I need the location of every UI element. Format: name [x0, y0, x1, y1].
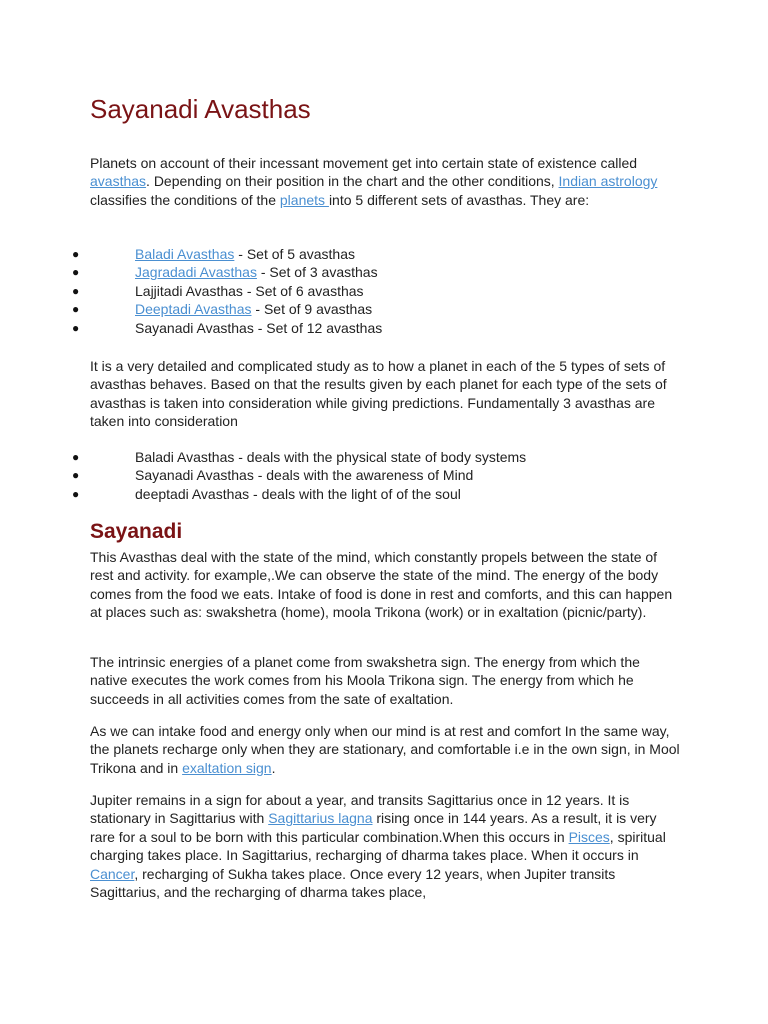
bullet-icon: ● — [72, 247, 80, 261]
list-item-suffix: - Set of 5 avasthas — [234, 246, 355, 262]
intro-paragraph — [90, 154, 680, 209]
bullet-icon: ● — [72, 283, 80, 298]
study-paragraph: It is a very detailed and complicated study as to how a planet in each of the 5 types of sets of avasthas behaves. Based on that the results given by each planet for each type of the sets of avasthas is taken into consideration while giving predictions. Fundamentally 3 avasthas are taken into consideration — [90, 358, 667, 430]
mind-state-paragraph: This Avasthas deal with the state of the mind, which constantly propels between the state of rest and activity. for example,.We can observe the state of the mind. The energy of the body comes from the food we eats. Intake of food is done in rest and comforts, and this can happen at places such as: swakshetra (home), moola Trikona (work) or in exaltation (picnic/party). — [90, 549, 673, 621]
intro-text-3: classifies the conditions of the — [90, 191, 280, 208]
jupiter-text-1: Jupiter remains in a sign for about a year, and transits Sagittarius once in 12 years. It is stationary in Sagittarius with — [90, 792, 630, 827]
list-item-text — [135, 245, 355, 263]
intro-text-1: Planets on account of their incessant movement get into certain state of existence called — [90, 155, 638, 171]
bullet-icon: ● — [72, 302, 80, 317]
recharge-text-2: . — [271, 759, 276, 776]
pisces-link[interactable]: Pisces — [568, 828, 610, 845]
planets-link[interactable]: planets — [279, 191, 329, 208]
intro-text-2: . Depending on their position in the chart and the other conditions, — [146, 173, 559, 190]
bullet-icon: ● — [72, 265, 80, 280]
sagittarius-lagna-link[interactable]: Sagittarius lagna — [268, 810, 373, 827]
list-item-suffix: - Set of 3 avasthas — [256, 264, 378, 281]
list-item-text: Lajjitadi Avasthas - Set of 6 avasthas — [135, 282, 364, 299]
recharge-paragraph — [90, 722, 680, 777]
recharge-text-1: As we can intake food and energy only when our mind is at rest and comfort In the same way, the planets recharge only when they are stationary, and comfortable i.e in the own sign, in Mool Trikona and in — [90, 723, 680, 776]
page-title: Sayanadi Avasthas — [90, 94, 311, 124]
exaltation-sign-link[interactable]: exaltation sign — [182, 759, 272, 776]
list-item-text: Sayanadi Avasthas - deals with the awareness of Mind — [135, 467, 474, 484]
bullet-icon: ● — [72, 450, 80, 464]
jupiter-text-3: , spiritual charging takes place. In Sagittarius, recharging of dharma takes place. When it occurs in — [90, 828, 666, 864]
energies-paragraph: The intrinsic energies of a planet come from swakshetra sign. The energy from which the native executes the work comes from his Moola Trikona sign. The energy from which he succeeds in all activities comes from the sate of exaltation. — [90, 654, 640, 707]
baladi-avasthas-link[interactable]: Baladi Avasthas — [135, 246, 235, 262]
indian-astrology-link[interactable]: Indian astrology — [558, 173, 658, 190]
list-item-text: Baladi Avasthas - deals with the physical state of body systems — [135, 449, 527, 465]
list-item-text — [135, 263, 378, 281]
bullet-icon: ● — [72, 468, 80, 483]
jupiter-text-4: , recharging of Sukha takes place. Once every 12 years, when Jupiter transits Sagittarius, and the recharging of dharma takes place, — [90, 865, 616, 901]
bullet-icon: ● — [72, 320, 80, 335]
list-item-text: deeptadi Avasthas - deals with the light of of the soul — [135, 485, 461, 502]
section-heading: Sayanadi — [90, 520, 183, 543]
jupiter-text-2: rising once in 144 years. As a result, it is very rare for a soul to be born with this particular combination.When this occurs in — [90, 810, 657, 845]
list-item-text — [135, 300, 372, 318]
cancer-link[interactable]: Cancer — [90, 865, 135, 882]
list-item-text: Sayanadi Avasthas - Set of 12 avasthas — [135, 319, 383, 336]
deeptadi-avasthas-link[interactable]: Deeptadi Avasthas — [135, 301, 252, 318]
intro-text-4: into 5 different sets of avasthas. They are: — [328, 191, 590, 208]
list-item-suffix: - Set of 9 avasthas — [251, 301, 373, 318]
jupiter-paragraph — [90, 791, 680, 901]
bullet-icon: ● — [72, 486, 80, 501]
avasthas-link[interactable]: avasthas — [90, 173, 147, 190]
jagradadi-avasthas-link[interactable]: Jagradadi Avasthas — [135, 264, 257, 281]
